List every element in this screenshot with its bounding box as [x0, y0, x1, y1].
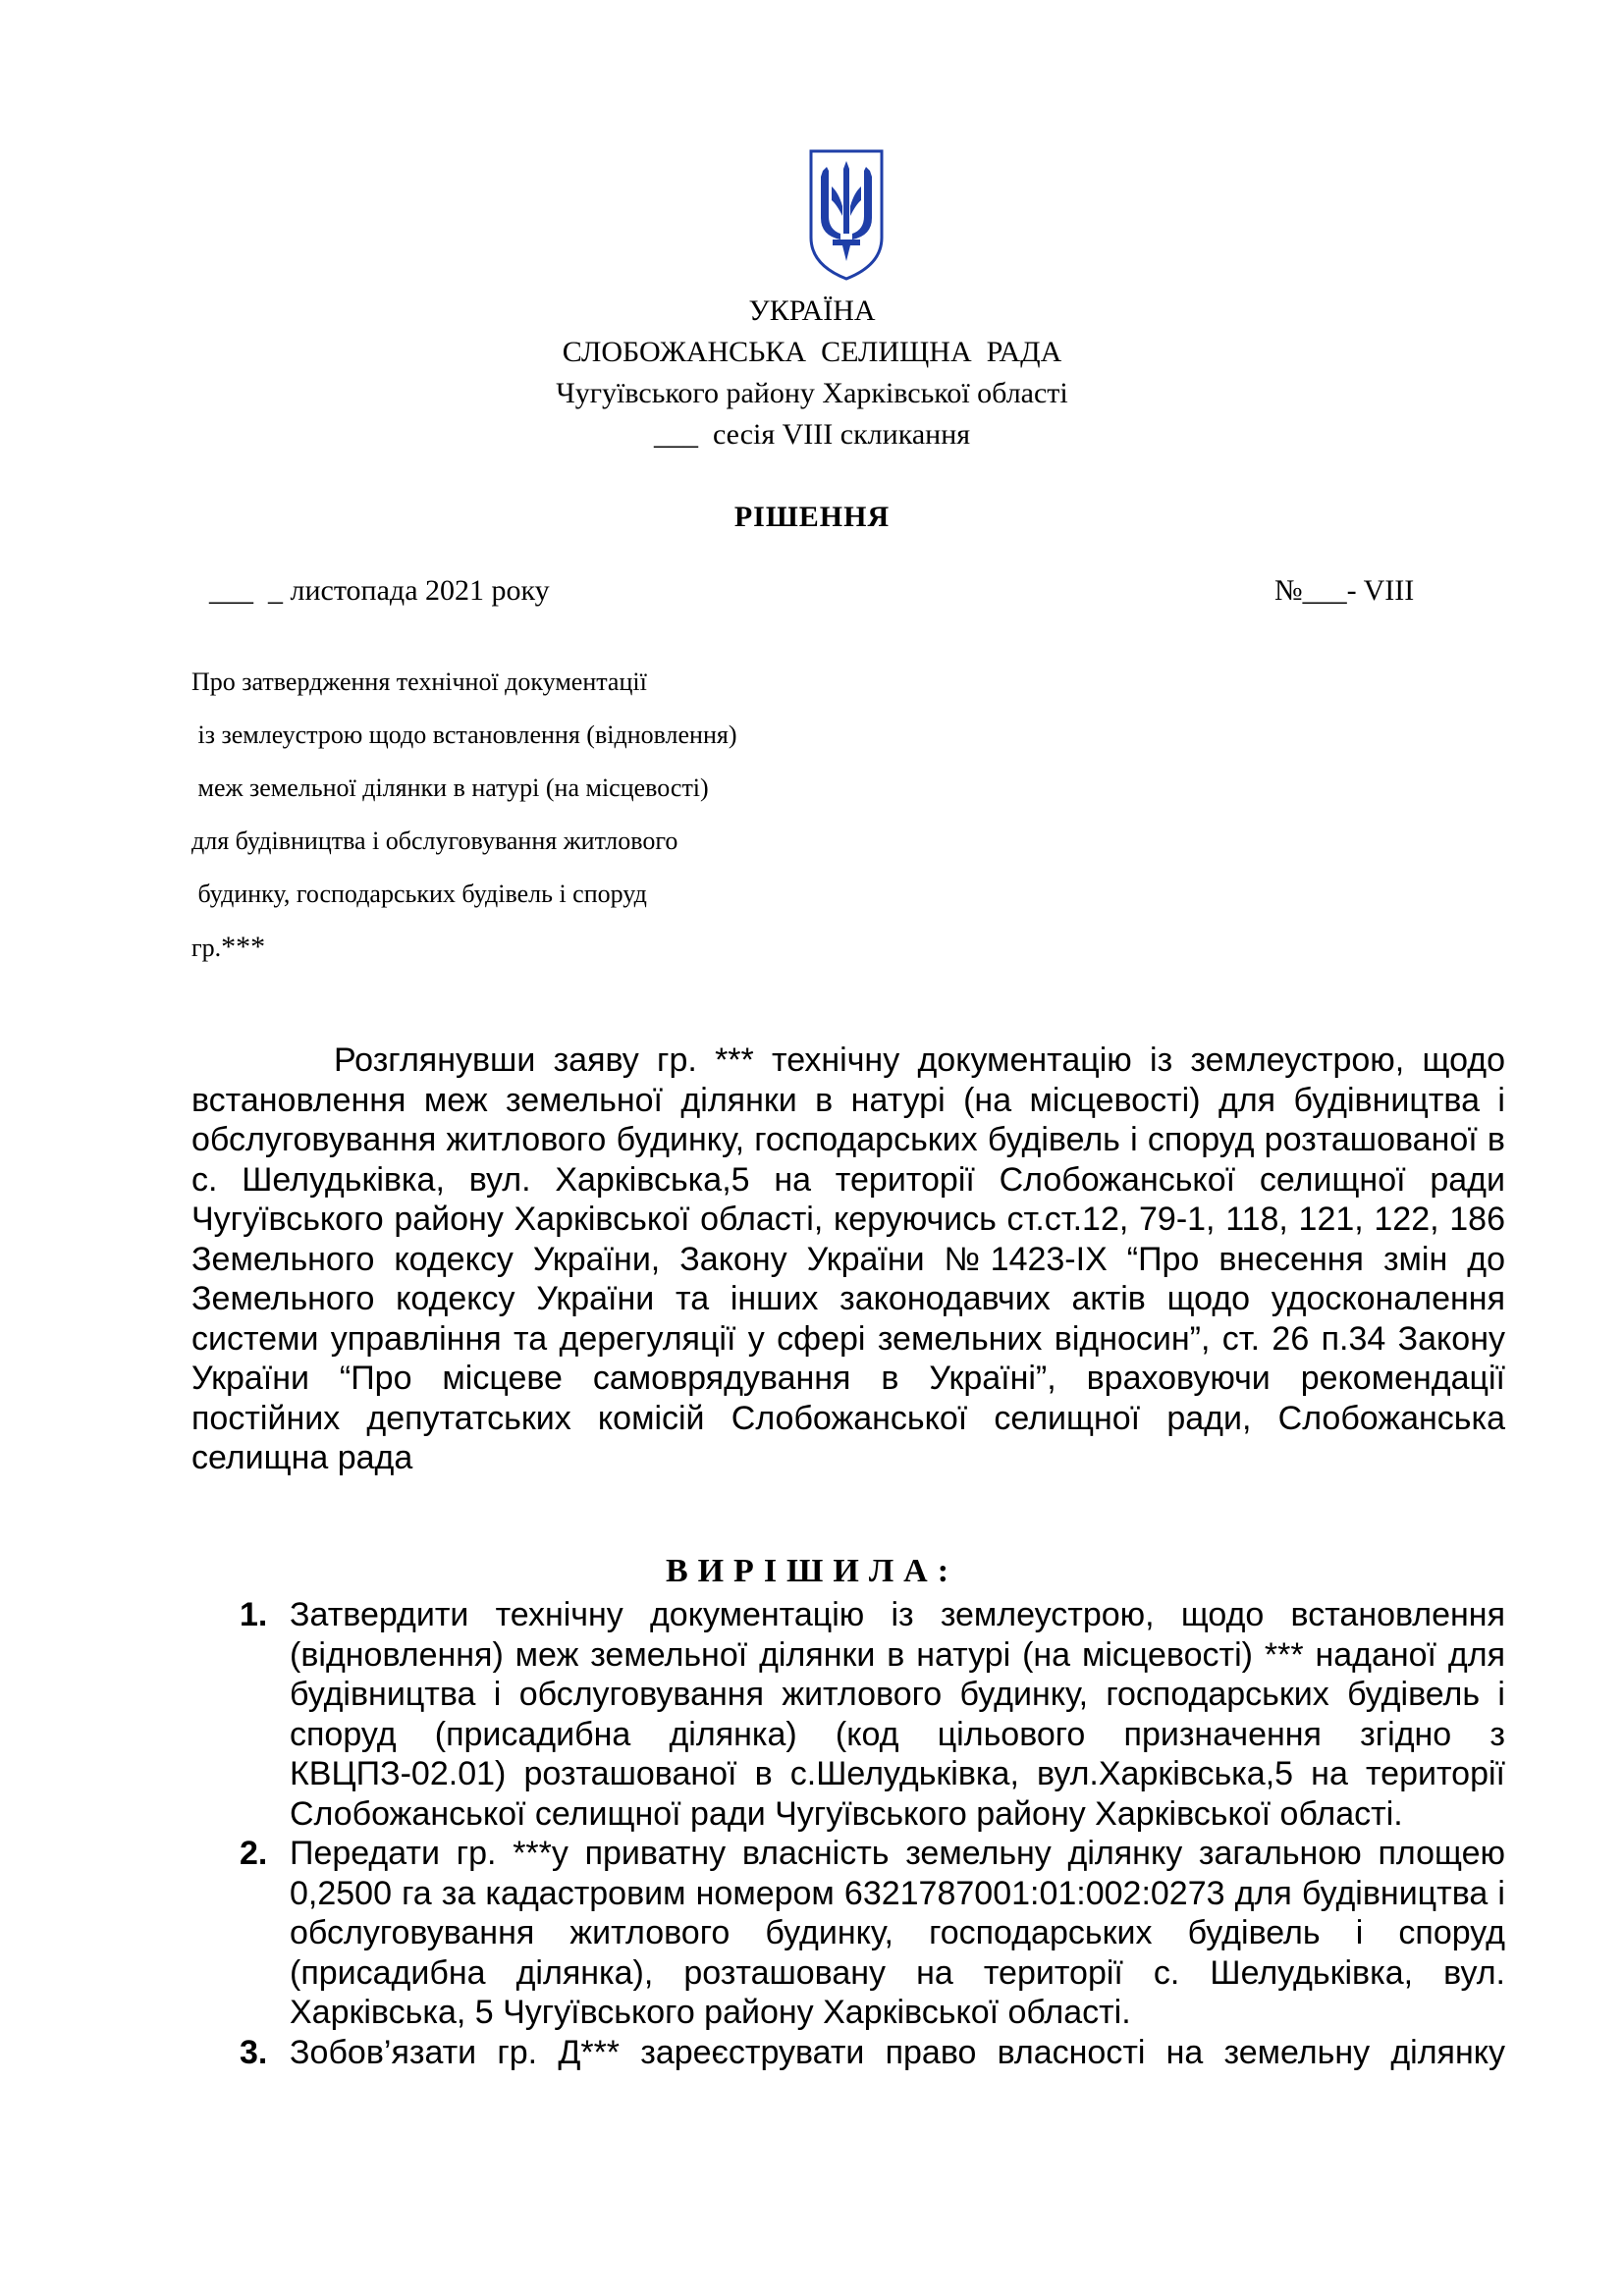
- item-number: 1.: [240, 1596, 268, 1633]
- item-number: 2.: [240, 1835, 268, 1872]
- decision-number: №___- VIII: [1274, 574, 1415, 607]
- subject-line: Про затвердження технічної документації: [191, 667, 647, 696]
- session-line-wrap: [0, 418, 1624, 452]
- item-text: Затвердити технічну документацію із землеустрою, щодо встановлення (відновлення) меж земельної ділянки в натурі (на місцевості) *** наданої для будівництва і обслуговування житлового будинку, господарських будівель і споруд (присадибна ділянка) (код цільового призначення згідно з КВЦПЗ-02.01) розташованої в с.Шелудьківка, вул.Харківська,5 на території Слобожанської селищної ради Чугуївського району Харківської області.: [290, 1596, 1505, 1833]
- subject-citizen-prefix: гр.: [191, 934, 222, 962]
- subject-block: [191, 667, 737, 986]
- header-block: [0, 294, 1624, 328]
- subject-line: для будівництва і обслуговування житлового: [191, 827, 678, 855]
- session-line: ___ сесія VIII скликання: [653, 418, 971, 451]
- item-number: 3.: [240, 2033, 268, 2071]
- subject-citizen-name: ***: [221, 931, 266, 963]
- item-text: Передати гр. ***у приватну власність земельну ділянку загальною площею 0,2500 га за кадастровим номером 6321787001:01:002:0273 для будівництва і обслуговування житлового будинку, господарських будівель і споруд (присадибна ділянка), розташовану на території с. Шелудьківка, вул. Харківська, 5 Чугуївського району Харківської області.: [290, 1835, 1505, 2031]
- subject-line: меж земельної ділянки в натурі (на місцевості): [191, 774, 709, 802]
- preamble-paragraph: Розглянувши заяву гр. *** технічну документацію із землеустрою, щодо встановлення меж земельної ділянки в натурі (на місцевості) для будівництва і обслуговування житлового будинку, господарських будівель і споруд розташованої в с. Шелудьківка, вул. Харківська,5 на території Слобожанської селищної ради Чугуївського району Харківської області, керуючись ст.ст.12, 79-1, 118, 121, 122, 186 Земельного кодексу України, Закону України №1423-IX “Про внесення змін до Земельного кодексу України та інших законодавчих актів щодо удосконалення системи управління та дерегуляції у сфері земельних відносин”, ст. 26 п.34 Закону України “Про місцеве самоврядування в Україні”, враховуючи рекомендації постійних депутатських комісій Слобожанської селищної ради, Слобожанська селищна рада: [191, 1041, 1505, 1476]
- resolved-heading: ВИРІШИЛА:: [665, 1553, 959, 1589]
- decision-item: [236, 2033, 1505, 2073]
- subject-line: із землеустрою щодо встановлення (відновлення): [191, 721, 737, 749]
- subject-line-citizen: [191, 933, 737, 986]
- council-name: СЛОБОЖАНСЬКА СЕЛИЩНА РАДА: [562, 336, 1062, 368]
- district-name: Чугуївського району Харківської області: [556, 377, 1068, 409]
- subject-line: будинку, господарських будівель і споруд: [191, 880, 647, 908]
- document-title: РІШЕННЯ: [733, 501, 891, 533]
- country-name: УКРАЇНА: [748, 294, 876, 327]
- decision-item: [236, 1595, 1505, 1834]
- date-line: ___ _ листопада 2021 року: [209, 574, 550, 607]
- council-line-wrap: [0, 336, 1624, 369]
- decision-list: [236, 1595, 1505, 2072]
- coat-of-arms-icon: [807, 147, 886, 283]
- item-text: Зобов’язати гр. Д*** зареєструвати право власності на земельну ділянку: [290, 2033, 1505, 2071]
- district-line-wrap: [0, 377, 1624, 410]
- decision-item: [236, 1834, 1505, 2033]
